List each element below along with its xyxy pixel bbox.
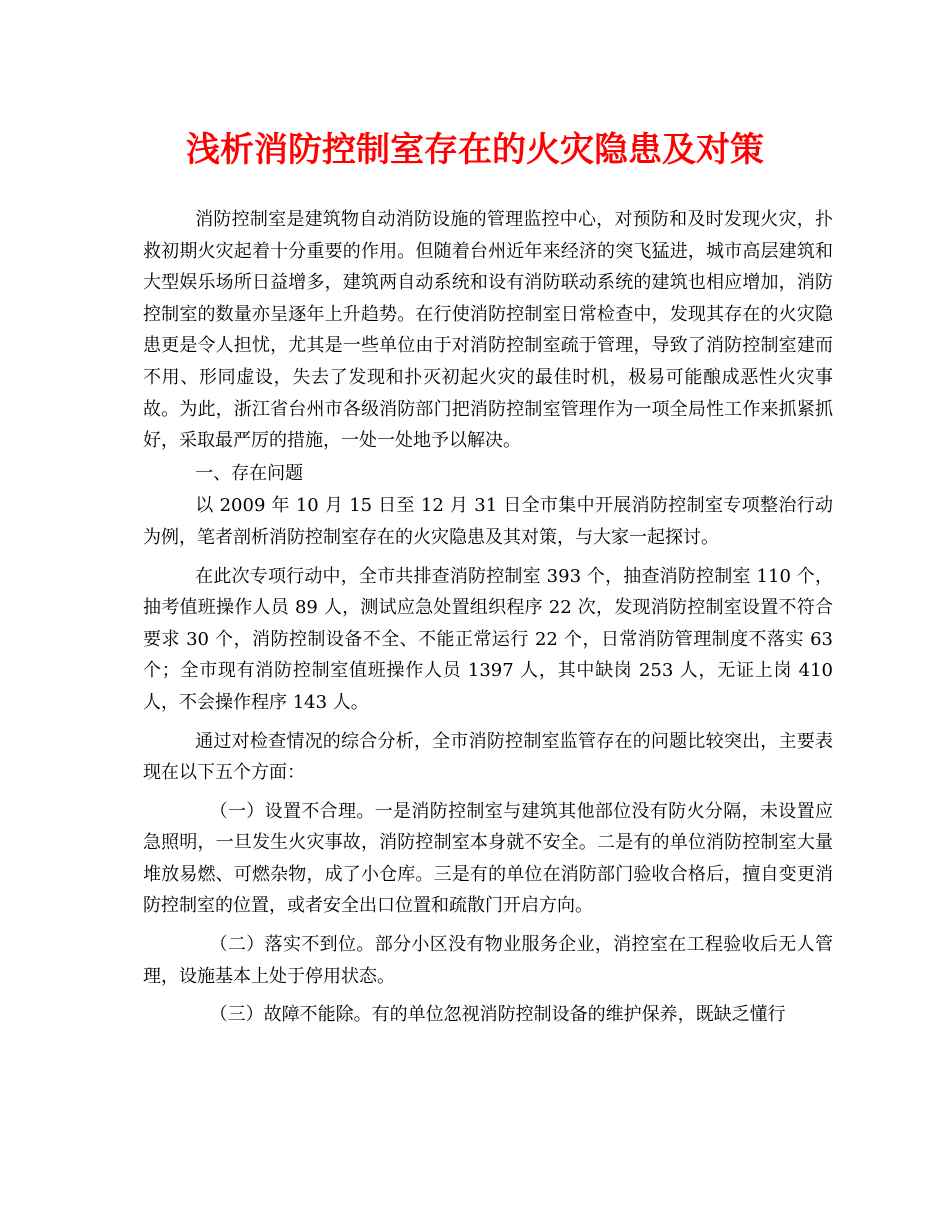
- paragraph-problem-2: （二）落实不到位。部分小区没有物业服务企业，消控室在工程验收后无人管理，设施基本上处于停用状态。: [143, 934, 833, 987]
- paragraph-intro: 消防控制室是建筑物自动消防设施的管理监控中心，对预防和及时发现火灾，扑救初期火灾起着十分重要的作用。但随着台州近年来经济的突飞猛进，城市高层建筑和大型娱乐场所日益增多，建筑两自动系统和设有消防联动系统的建筑也相应增加，消防控制室的数量亦呈逐年上升趋势。在行使消防控制室日常检查中，发现其存在的火灾隐患更是令人担忧，尤其是一些单位由于对消防控制室疏于管理，导致了消防控制室建而不用、形同虚设，失去了发现和扑灭初起火灾的最佳时机，极易可能酿成恶性火灾事故。为此，浙江省台州市各级消防部门把消防控制室管理作为一项全局性工作来抓紧抓好，采取最严厉的措施，一处一处地予以解决。: [143, 209, 833, 452]
- document-title: 浅析消防控制室存在的火灾隐患及对策: [186, 130, 764, 170]
- paragraph-example: 以 2009 年 10 月 15 日至 12 月 31 日全市集中开展消防控制室专项整治行动为例，笔者剖析消防控制室存在的火灾隐患及其对策，与大家一起探讨。: [143, 495, 833, 548]
- paragraph-analysis: 通过对检查情况的综合分析，全市消防控制室监管存在的问题比较突出，主要表现在以下五个方面：: [143, 730, 833, 784]
- paragraph-problem-3: （三）故障不能除。有的单位忽视消防控制设备的维护保养，既缺乏懂行: [209, 1004, 786, 1026]
- paragraph-statistics: 在此次专项行动中，全市共排查消防控制室 393 个，抽查消防控制室 110 个，抽考值班操作人员 89 人，测试应急处置组织程序 22 次，发现消防控制室设置不符合要求 30 个，消防控制设备不全、不能正常运行 22 个，日常消防管理制度不落实 63 个；全市现有消防控制室值班操作人员 1397 人，其中缺岗 253 人，无证上岗 410 人，不会操作程序 143 人。: [143, 565, 833, 713]
- section-heading: 一、存在问题: [195, 462, 304, 484]
- document-body: [143, 204, 833, 1031]
- paragraph-problem-1: （一）设置不合理。一是消防控制室与建筑其他部位没有防火分隔，未设置应急照明，一旦发生火灾事故，消防控制室本身就不安全。二是有的单位消防控制室大量堆放易燃、可燃杂物，成了小仓库。三是有的单位在消防部门验收合格后，擅自变更消防控制室的位置，或者安全出口位置和疏散门开启方向。: [143, 800, 833, 917]
